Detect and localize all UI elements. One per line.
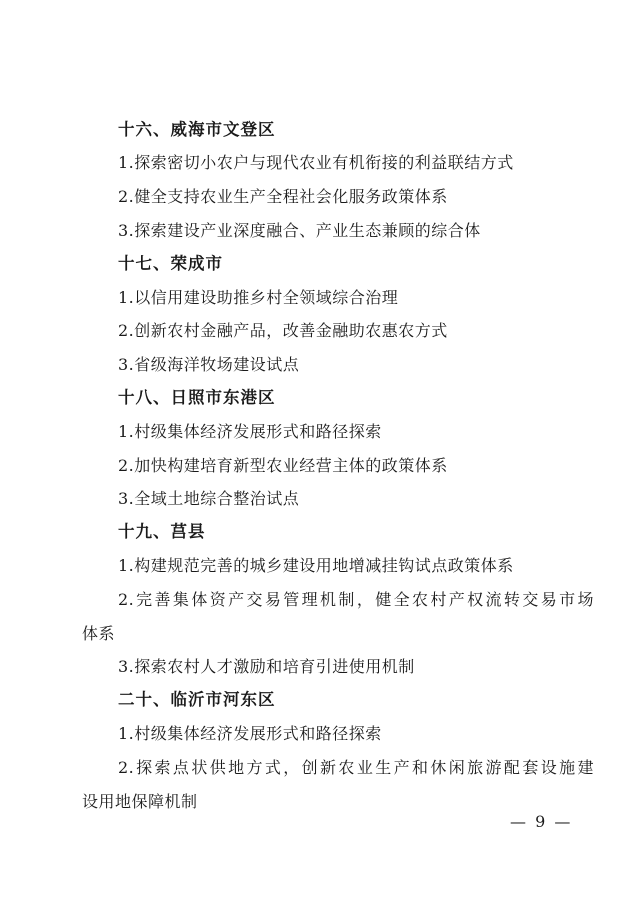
list-item: 1.以信用建设助推乡村全领域综合治理 [118, 288, 399, 307]
list-item: 1.构建规范完善的城乡建设用地增减挂钩试点政策体系 [118, 556, 514, 575]
section-heading: 十九、莒县 [118, 522, 206, 541]
section-heading: 二十、临沂市河东区 [118, 690, 276, 709]
list-item: 2.探索点状供地方式，创新农业生产和休闲旅游配套设施建 [118, 758, 594, 777]
list-item-continuation: 体系 [82, 624, 116, 643]
list-item: 3.省级海洋牧场建设试点 [118, 355, 300, 374]
list-item: 2.创新农村金融产品，改善金融助农惠农方式 [118, 321, 448, 340]
list-item: 2.加快构建培育新型农业经营主体的政策体系 [118, 456, 448, 475]
list-item: 3.全域土地综合整治试点 [118, 489, 300, 508]
section-heading: 十八、日照市东港区 [118, 388, 276, 407]
list-item: 3.探索建设产业深度融合、产业生态兼顾的综合体 [118, 221, 481, 240]
list-item: 1.村级集体经济发展形式和路径探索 [118, 724, 382, 743]
page-number: — 9 — [510, 812, 573, 831]
list-item-continuation: 设用地保障机制 [82, 792, 198, 811]
list-item: 2.健全支持农业生产全程社会化服务政策体系 [118, 187, 448, 206]
list-item: 2.完善集体资产交易管理机制，健全农村产权流转交易市场 [118, 590, 594, 609]
list-item: 1.探索密切小农户与现代农业有机衔接的利益联结方式 [118, 153, 514, 172]
section-heading: 十七、荣成市 [118, 254, 223, 273]
list-item: 1.村级集体经济发展形式和路径探索 [118, 422, 382, 441]
section-heading: 十六、威海市文登区 [118, 120, 276, 139]
list-item: 3.探索农村人才激励和培育引进使用机制 [118, 657, 415, 676]
